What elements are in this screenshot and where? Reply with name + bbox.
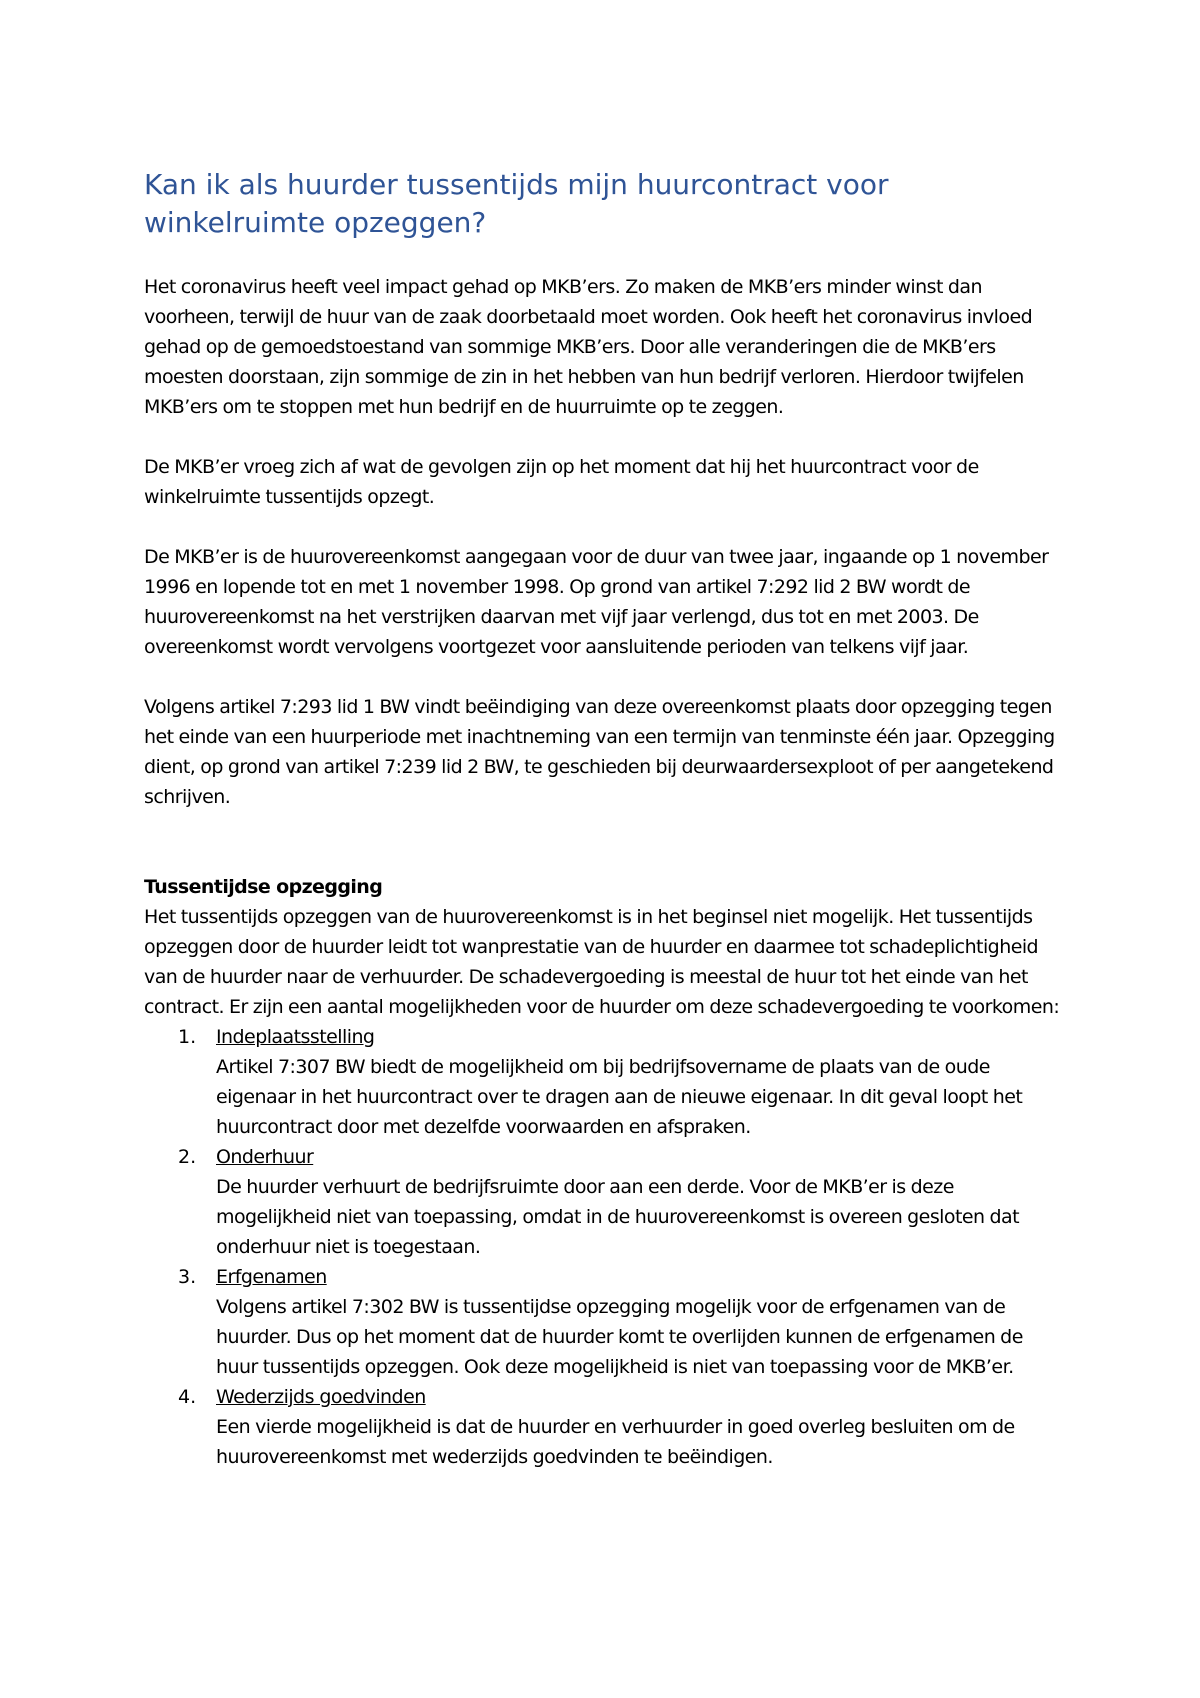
option-item: [144, 1382, 1064, 1472]
section-intro: Het tussentijds opzeggen van de huurovereenkomst is in het beginsel niet mogelijk. Het tussentijds opzeggen door de huurder leidt tot wanprestatie van de huurder en daarmee tot schadeplichtigheid van de huurder naar de verhuurder. De schadevergoeding is meestal de huur tot het einde van het contract. Er zijn een aantal mogelijkheden voor de huurder om deze schadevergoeding te voorkomen:: [144, 906, 1060, 1018]
option-title: Indeplaatsstelling: [216, 1026, 375, 1048]
paragraph-termination-rules: Volgens artikel 7:293 lid 1 BW vindt beëindiging van deze overeenkomst plaats door opzegging tegen het einde van een huurperiode met inachtneming van een termijn van tenminste één jaar. Opzegging dient, op grond van artikel 7:239 lid 2 BW, te geschieden bij deurwaardersexploot of per aangetekend schrijven.: [144, 696, 1055, 808]
option-text: Volgens artikel 7:302 BW is tussentijdse opzegging mogelijk voor de erfgenamen van de huurder. Dus op het moment dat de huurder komt te overlijden kunnen de erfgenamen de huur tussentijds opzeggen. Ook deze mogelijkheid is niet van toepassing voor de MKB’er.: [216, 1296, 1023, 1378]
option-number: 4.: [178, 1386, 197, 1408]
option-text: De huurder verhuurt de bedrijfsruimte door aan een derde. Voor de MKB’er is deze mogelijkheid niet van toepassing, omdat in de huurovereenkomst is overeen gesloten dat onderhuur niet is toegestaan.: [216, 1176, 1019, 1258]
option-item: [144, 1022, 1064, 1142]
option-title: Erfgenamen: [216, 1266, 327, 1288]
document-body: [144, 166, 1064, 1472]
spacer: [144, 242, 1064, 272]
option-title: Onderhuur: [216, 1146, 314, 1168]
spacer: [144, 662, 1064, 692]
section-heading: Tussentijdse opzegging: [144, 876, 383, 898]
paragraph-contract-term: De MKB’er is de huurovereenkomst aangegaan voor de duur van twee jaar, ingaande op 1 november 1996 en lopende tot en met 1 november 1998. Op grond van artikel 7:292 lid 2 BW wordt de huurovereenkomst na het verstrijken daarvan met vijf jaar verlengd, dus tot en met 2003. De overeenkomst wordt vervolgens voortgezet voor aansluitende perioden van telkens vijf jaar.: [144, 546, 1049, 658]
paragraph-intro: Het coronavirus heeft veel impact gehad op MKB’ers. Zo maken de MKB’ers minder winst dan voorheen, terwijl de huur van de zaak doorbetaald moet worden. Ook heeft het coronavirus invloed gehad op de gemoedstoestand van sommige MKB’ers. Door alle veranderingen die de MKB’ers moesten doorstaan, zijn sommige de zin in het hebben van hun bedrijf verloren. Hierdoor twijfelen MKB’ers om te stoppen met hun bedrijf en de huurruimte op te zeggen.: [144, 276, 1033, 418]
paragraph-question: De MKB’er vroeg zich af wat de gevolgen zijn op het moment dat hij het huurcontract voor de winkelruimte tussentijds opzegt.: [144, 456, 979, 508]
option-number: 1.: [178, 1026, 197, 1048]
document-title: Kan ik als huurder tussentijds mijn huurcontract voor winkelruimte opzeggen?: [144, 168, 889, 239]
option-item: [144, 1262, 1064, 1382]
option-text: Artikel 7:307 BW biedt de mogelijkheid om bij bedrijfsovername de plaats van de oude eigenaar in het huurcontract over te dragen aan de nieuwe eigenaar. In dit geval loopt het huurcontract door met dezelfde voorwaarden en afspraken.: [216, 1056, 1023, 1138]
spacer: [144, 512, 1064, 542]
option-item: [144, 1142, 1064, 1262]
option-text: Een vierde mogelijkheid is dat de huurder en verhuurder in goed overleg besluiten om de huurovereenkomst met wederzijds goedvinden te beëindigen.: [216, 1416, 1015, 1468]
option-title: Wederzijds goedvinden: [216, 1386, 426, 1408]
option-number: 3.: [178, 1266, 197, 1288]
spacer: [144, 422, 1064, 452]
spacer: [144, 812, 1064, 872]
options-list: [144, 1022, 1064, 1472]
option-number: 2.: [178, 1146, 197, 1168]
